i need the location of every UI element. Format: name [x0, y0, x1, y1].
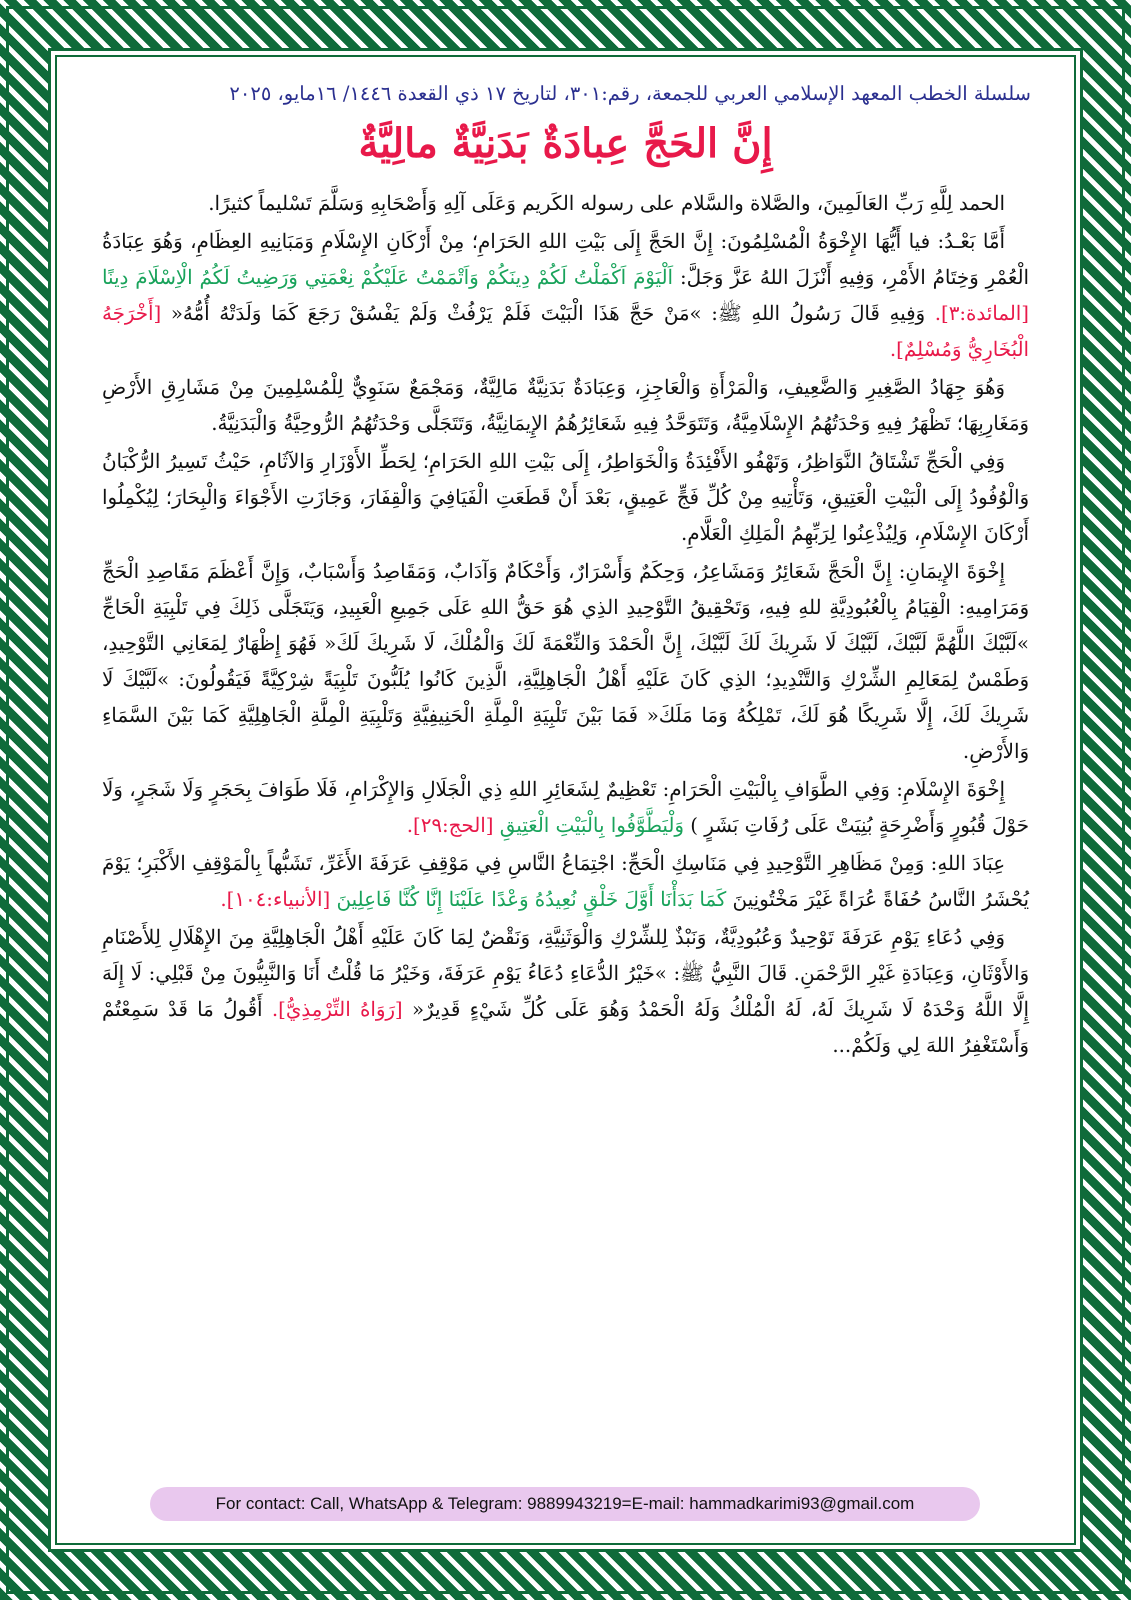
paragraph-hajj-pillar [102, 224, 1029, 368]
quran-verse: وَلْيَطَّوَّفُوا بِالْبَيْتِ الْعَتِيقِ [499, 814, 684, 837]
paragraph-text: وَفِي دُعَاءِ يَوْمِ عَرَفَةَ تَوْحِيدٌ وَعُبُودِيَّةٌ، وَنَبْذٌ لِلشِّرْكِ وَالْوَثَنِيَّةِ، وَنَقْضٌ لِمَا كَانَ عَلَيْهِ أَهْلُ الْجَاهِلِيَّةِ مِنَ الإِهْلَالِ لِلأَصْنَامِ وَالأَوْثَانِ، وَعِبَادَةِ غَيْرِ الرَّحْمَنِ. قَالَ النَّبِيُّ ﷺ: »خَيْرُ الدُّعَاءِ دُعَاءُ يَوْمِ عَرَفَةَ، وَخَيْرُ مَا قُلْتُ أَنَا وَالنَّبِيُّونَ مِنْ قَبْلِي: لَا إِلَهَ إِلَّا اللَّهُ وَحْدَهُ لَا شَرِيكَ لَهُ، لَهُ الْمُلْكُ وَلَهُ الْحَمْدُ وَهُوَ عَلَى كُلِّ شَيْءٍ قَدِيرٌ« [102, 926, 1030, 1021]
paragraph-tawaf [102, 772, 1029, 844]
paragraph-text: أَمَّا بَعْـدُ: فيا أَيُّهَا الإِخْوَةُ الْمُسْلِمُونَ: إِنَّ الحَجَّ إِلَى بَيْتِ اللهِ الحَرَامِ؛ مِنْ أَرْكَانِ الإِسْلَامِ وَمَبَانِيهِ العِظَامِ، وَهُوَ عِبَادَةُ الْعُمْرِ وَخِتَامُ الأَمْرِ، وَفِيهِ أَنْزَلَ اللهُ عَزَّ وَجَلَّ: [102, 230, 1029, 289]
paragraph-text: إِخْوَةَ الإِسْلَامِ: وَفِي الطَّوَافِ بِالْبَيْتِ الْحَرَامِ: تَعْظِيمٌ لِشَعَائِرِ اللهِ ذِي الْجَلَالِ وَالإِكْرَامِ، فَلَا طَوَافَ بِحَجَرٍ وَلَا شَجَرٍ، وَلَا حَوْلَ قُبُورٍ وَأَضْرِحَةٍ بُنِيَتْ عَلَى رُفَاتِ بَشَرٍ ) [102, 778, 1029, 837]
series-header: سلسلة الخطب المعهد الإسلامي العربي للجمعة، رقم:٣٠١، لتاريخ ١٧ ذي القعدة ١٤٤٦/ ١٦مايو، ٢٠٢٥ [229, 82, 1031, 105]
quran-verse: اَلْيَوْمَ اَكْمَلْتُ لَكُمْ دِينَكُمْ وَاَتْمَمْتُ عَلَيْكُمْ نِعْمَتِي وَرَضِيتُ لَكُمُ الْاِسْلَامَ دِينًا [102, 266, 674, 289]
paragraph-text: عِبَادَ اللهِ: وَمِنْ مَظَاهِرِ التَّوْحِيدِ فِي مَنَاسِكِ الْحَجِّ: اجْتِمَاعُ النَّاسِ فِي مَوْقِفِ عَرَفَةَ الأَغَرِّ، تَشَبُّهاً بِالْمَوْقِفِ الأَكْبَرِ؛ يَوْمَ يُحْشَرُ النَّاسُ حُفَاةً عُرَاةً غَيْرَ مَخْتُونِينَ [102, 852, 1029, 911]
sermon-content [62, 62, 1069, 1538]
verse-reference: [الأنبياء:١٠٤]. [220, 888, 331, 911]
hadith-text: وَفِيهِ قَالَ رَسُولُ اللهِ ﷺ: »مَنْ حَجَّ هَذَا الْبَيْتَ فَلَمْ يَرْفُثْ وَلَمْ يَفْسُقْ رَجَعَ كَمَا وَلَدَتْهُ أُمُّهُ« [170, 302, 926, 325]
quran-verse: كَمَا بَدَأْنَا أَوَّلَ خَلْقٍ نُعِيدُهُ وَعْدًا عَلَيْنَا إِنَّا كُنَّا فَاعِلِينَ [336, 888, 727, 911]
paragraph-dua [102, 920, 1029, 1064]
contact-banner: For contact: Call, WhatsApp & Telegram: 9889943219=E-mail: hammadkarimi93@gmail.com [150, 1487, 980, 1521]
verse-reference: [المائدة:٣]. [934, 302, 1029, 325]
paragraph-unity: وَهُوَ جِهَادُ الصَّغِيرِ وَالضَّعِيفِ، وَالْمَرْأَةِ وَالْعَاجِزِ، وَعِبَادَةٌ بَدَنِيَّةٌ مَالِيَّةٌ، وَمَجْمَعٌ سَنَوِيٌّ لِلْمُسْلِمِينَ مِنْ مَشَارِقِ الأَرْضِ وَمَغَارِبِهَا؛ تَظْهَرُ فِيهِ وَحْدَتُهُمُ الإِسْلَامِيَّةُ، وَتَتَوَحَّدُ فِيهِ شَعَائِرُهُمُ الإِيمَانِيَّةُ، وَتَتَجَلَّى وَحْدَتُهُمُ الرُّوحِيَّةُ وَالْبَدَنِيَّةُ. [102, 376, 1029, 435]
hadith-reference: [أَخْرَجَهُ الْبُخَارِيُّ وَمُسْلِمٌ]. [102, 302, 1029, 361]
paragraph-arafah [102, 846, 1029, 918]
paragraph-talbiyah: إِخْوَةَ الإِيمَانِ: إِنَّ الْحَجَّ شَعَائِرُ وَمَشَاعِرُ، وَحِكَمٌ وَأَسْرَارٌ، وَأَحْكَامٌ وَآدَابٌ، وَمَقَاصِدُ وَأَسْبَابٌ، وَإِنَّ أَعْظَمَ مَقَاصِدِ الْحَجِّ وَمَرَامِيهِ: الْقِيَامُ بِالْعُبُودِيَّةِ للهِ فِيهِ، وَتَحْقِيقُ التَّوْحِيدِ الذِي هُوَ حَقُّ اللهِ عَلَى جَمِيعِ الْعَبِيدِ، وَيَتَجَلَّى ذَلِكَ فِي تَلْبِيَةِ الْحَاجِّ »لَبَّيْكَ اللَّهُمَّ لَبَّيْكَ، لَبَّيْكَ لَا شَرِيكَ لَكَ لَبَّيْكَ، إِنَّ الْحَمْدَ وَالنِّعْمَةَ لَكَ وَالْمُلْكَ، لَا شَرِيكَ لَكَ« فَهُوَ إِظْهَارٌ لِمَعَانِي التَّوْحِيدِ، وَطَمْسٌ لِمَعَالِمِ الشِّرْكِ وَالتَّنْدِيدِ؛ الذِي كَانَ عَلَيْهِ أَهْلُ الْجَاهِلِيَّةِ، الَّذِينَ كَانُوا يُلَبُّونَ تَلْبِيَةً شِرْكِيَّةً فَيَقُولُونَ: »لَبَّيْكَ لَا شَرِيكَ لَكَ، إِلَّا شَرِيكًا هُوَ لَكَ، تَمْلِكُهُ وَمَا مَلَكَ« فَمَا بَيْنَ تَلْبِيَةِ الْمِلَّةِ الْحَنِيفِيَّةِ وَتَلْبِيَةِ الْمِلَّةِ الْجَاهِلِيَّةِ كَمَا بَيْنَ السَّمَاءِ وَالأَرْضِ. [102, 560, 1029, 763]
paragraph-longing: وَفِي الْحَجِّ تَشْتَاقُ النَّوَاظِرُ، وَتَهْفُو الأَفْئِدَةُ وَالْخَوَاطِرُ، إِلَى بَيْتِ اللهِ الحَرَامِ؛ لِحَطِّ الأَوْزَارِ وَالآثَامِ، حَيْثُ تَسِيرُ الرُّكْبَانُ وَالْوُفُودُ إِلَى الْبَيْتِ الْعَتِيقِ، وَتَأْتِيهِ مِنْ كُلِّ فَجٍّ عَمِيقٍ، بَعْدَ أَنْ قَطَعَتِ الْفَيَافِيَ وَالْقِفَارَ، وَجَازَتِ الأَجْوَاءَ وَالْبِحَارَ؛ لِيُكْمِلُوا أَرْكَانَ الإِسْلَامِ، وَلِيُذْعِنُوا لِرَبِّهِمُ الْمَلِكِ الْعَلَّامِ. [102, 450, 1029, 545]
page-title: إِنَّ الحَجَّ عِبادَةٌ بَدَنِيَّةٌ مالِيَّةٌ [358, 120, 773, 167]
paragraph-opening: الحمد لِلَّهِ رَبِّ العَالَمِينَ، والصَّلاة والسَّلام على رسوله الكَريم وَعَلَى آلِهِ وَأَصْحَابِهِ وَسَلَّمَ تَسْليماً كثيرًا. [208, 192, 1005, 215]
closing-text: أَقُولُ مَا قَدْ سَمِعْتُمْ وَأَسْتَغْفِرُ اللهَ لِي وَلَكُمْ... [102, 998, 1029, 1057]
verse-reference: [الحج:٢٩]. [406, 814, 494, 837]
hadith-reference: [رَوَاهُ التِّرْمِذِيُّ]. [271, 998, 403, 1021]
